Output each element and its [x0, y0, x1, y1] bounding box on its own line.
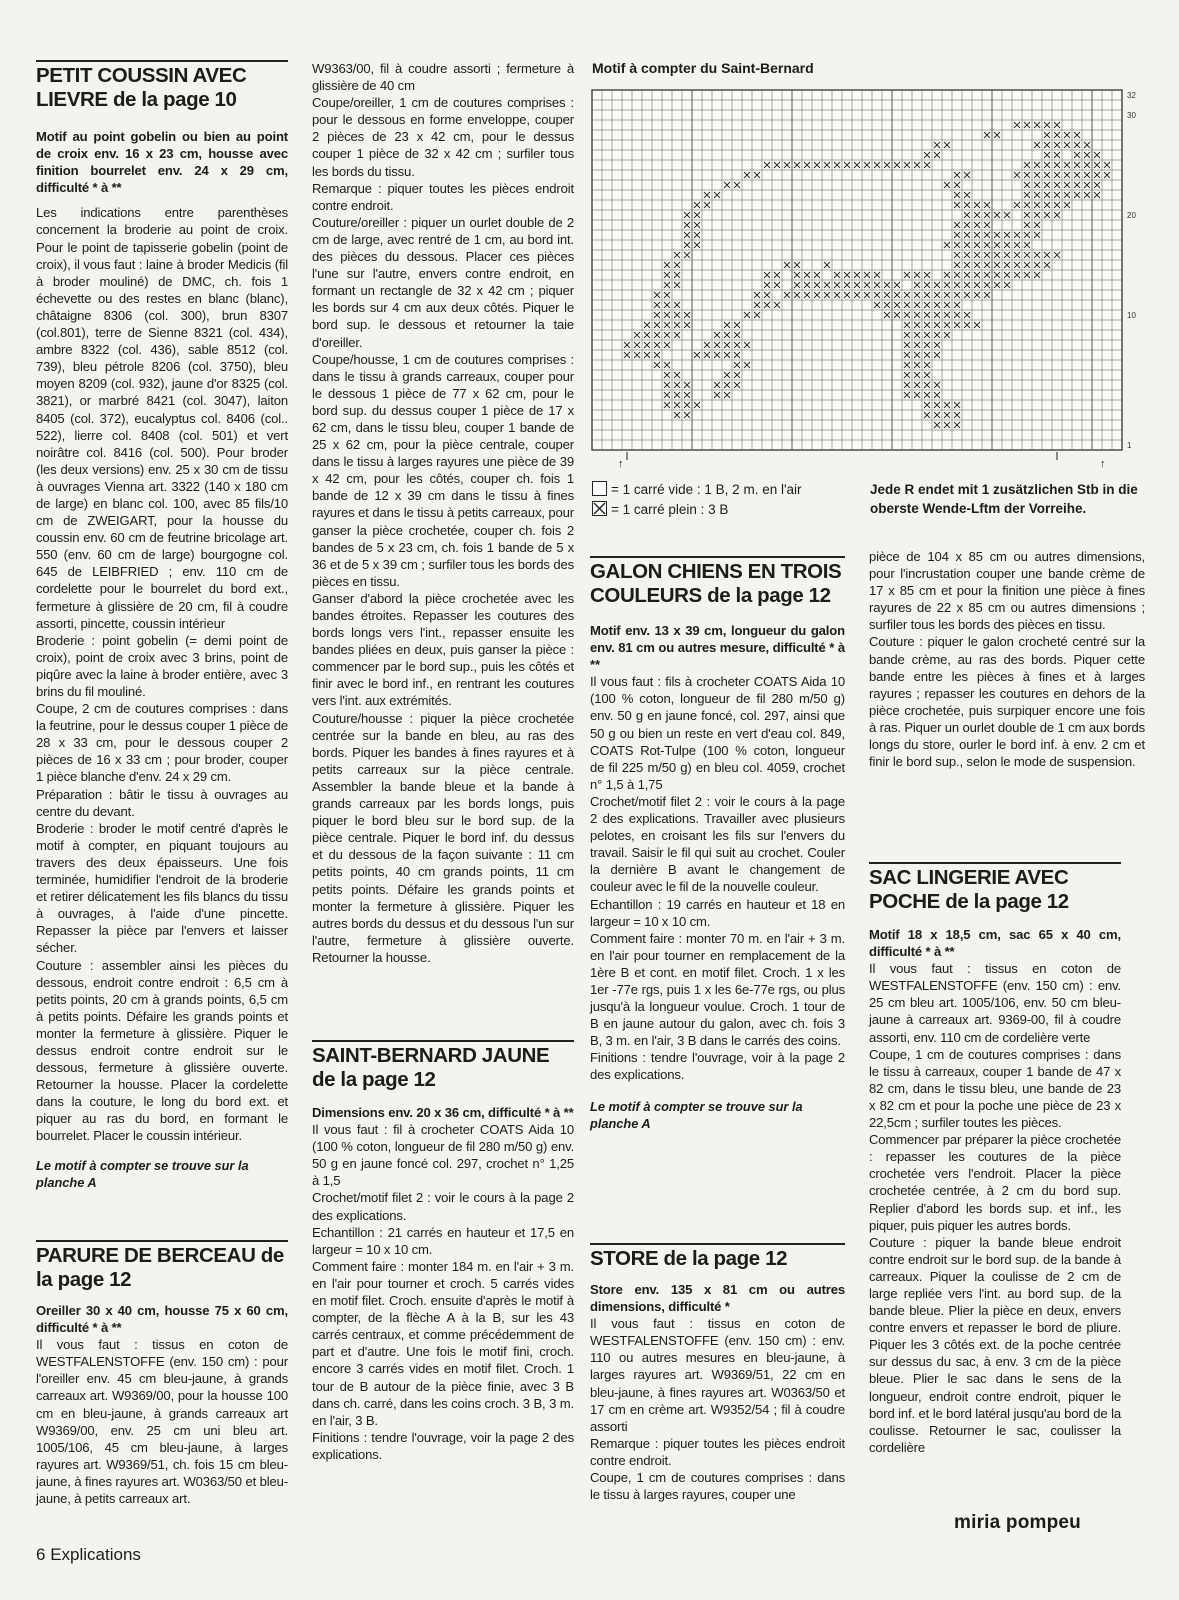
paragraph: Echantillon : 21 carrés en hauteur et 17,5 en largeur = 10 x 10 cm.	[312, 1224, 574, 1257]
title-line: GALON CHIENS EN TROIS	[590, 560, 842, 583]
intro-text: Oreiller 30 x 40 cm, housse 75 x 60 cm, difficulté * à **	[36, 1303, 288, 1336]
column-3-store	[590, 1243, 845, 1503]
intro-text: Store env. 135 x 81 cm ou autres dimensions, difficulté *	[590, 1282, 845, 1315]
paragraph: Crochet/motif filet 2 : voir le cours à la page 2 des explications. Travailler avec plusieurs pelotes, en croisant les fils sur l'envers du travail. Saisir le fil qui suit au crochet. Couler la dernière B avant le changement de couleur avec le fil de la nouvelle couleur.	[590, 793, 845, 895]
legend-label: = 1 carré plein : 3 B	[611, 502, 729, 517]
paragraph: Couture/housse : piquer la pièce crochetée centrée sur la bande en bleu, au ras des bords. Piquer les bandes à fines rayures et à petits carreaux sur la pièce centrale. Assembler la bande bleue et la bande à grands carreaux par les bords longs, puis piquer le bord bleu sur le bord sup. de la pièce centrale. Piquer le bord inf. du dessus et du dessous de la façon suivante : 11 cm petits points, 40 cm grands points, 11 cm petits points. Défaire les grands points et monter la fermeture à glissière. Piquer les autres bords du dessus et du dessous l'un sur l'autre, fermeture à glissière ouverte. Retourner la housse.	[312, 710, 574, 965]
page-number: 6	[36, 1545, 46, 1564]
paragraph: Couture : piquer la bande bleue endroit contre endroit sur le bord sup. de la bande à carreaux. Piquer la coulisse de 2 cm de large repliée vers l'int. au bord sup. de la bande bleue. Plier la pièce en deux, envers contre envers et repasser le bord de pliure. Piquer les 3 côtés ext. de la poche centrée sur dessus du sac, à env. 3 cm de la pièce bleue. Plier le sac dans le sens de la longueur, endroit contre endroit, piquer le bord inf. et le bord latéral jusqu'au bord de la coulisse. Retourner le sac, coulisser la cordelière	[869, 1234, 1121, 1455]
section-title: STORE de la page 12	[590, 1243, 845, 1271]
title-line: PETIT COUSSIN AVEC	[36, 64, 247, 87]
paragraph: Coupe/housse, 1 cm de coutures comprises : dans le tissu à grands carreaux, couper pour le dessous 1 pièce de 77 x 62 cm, pour le bord sup. du dessus couper 1 pièce de 17 x 62 cm, dans le tissu bleu, couper 1 bande de 25 x 62 cm, pour la pièce centrale, couper dans le tissu à larges rayures une pièce de 39 x 42 cm, pour les côtés, couper ch. fois 1 bande de 12 x 39 cm dans le tissu à fines rayures et dans le tissu à petits carreaux, pour ganser la pièce crochetée, couper ch. fois 2 bandes de 5 x 23 cm, ch. fois 1 bande de 5 x 36 et de 5 x 39 cm ; surfiler tous les bords des pièces en tissu.	[312, 351, 574, 589]
chart-title: Motif à compter du Saint-Bernard	[592, 60, 814, 76]
chart-legend	[592, 480, 802, 520]
section-title	[869, 862, 1121, 914]
title-line: de la page 12	[312, 1068, 436, 1091]
paragraph: Il vous faut : fils à crocheter COATS Aida 10 (100 % coton, longueur de fil 280 m/50 g) env. 50 g en jaune foncé, col. 297, ainsi que 50 g ou bien un reste en vert d'eau col. 849, COATS Rot-Tulpe (100 % coton, longueur de fil 225 m/50 g) en bleu col. 4059, crochet n° 1,5 à 1,75	[590, 674, 845, 792]
paragraph: Ganser d'abord la pièce crochetée avec les bandes étroites. Repasser les coutures des bords longs vers l'int., repasser ensuite les bandes pliées en deux, puis ganser la pièce : commencer par le bord sup., puis les côtés et finir avec le bord inf., en rentrant les coutures vers l'int. aux extrémités.	[312, 590, 574, 709]
paragraph: Finitions : tendre l'ouvrage, voir la page 2 des explications.	[312, 1429, 574, 1462]
paragraph: Coupe/oreiller, 1 cm de coutures comprises : pour le dessous en forme enveloppe, couper 2 pièces de 23 x 42 cm, pour le dessus couper 1 pièce de 32 x 42 cm ; surfiler tous les bords du tissu.	[312, 95, 574, 179]
paragraph: Il vous faut : tissus en coton de WESTFALENSTOFFE (env. 150 cm) : env. 25 cm bleu art. 1005/106, env. 50 cm bleu-jaune à carreaux art. 9369-00, fil à coudre assorti, env. 110 cm de cordelière verte	[869, 961, 1121, 1045]
column-4-sac	[869, 862, 1121, 1456]
legend-label: = 1 carré vide : 1 B, 2 m. en l'air	[611, 482, 802, 497]
paragraph: Il vous faut : tissus en coton de WESTFALENSTOFFE (env. 150 cm) : pour l'oreiller env. 45 cm bleu-jaune, à grands carreaux art. W9369/00, pour la housse 100 cm en bleu-jaune, à grands carreaux art W9369/00, env. 25 cm uni bleu art. 1005/106, 45 cm bleu-jaune, à larges rayures art. W9369/51, ch. fois 15 cm bleu-jaune, à fines rayures art. W0363/50 et bleu-jaune, à petits carreaux art.	[36, 1337, 288, 1507]
column-1-berceau	[36, 1240, 288, 1507]
paragraph: Coupe, 1 cm de coutures comprises : dans le tissu à carreaux, couper 1 bande de 47 x 82 cm, dans le tissu bleu, une bande de 23 x 82 cm et pour la poche une pièce de 23 x 22,5cm ; surfiler toutes les pièces.	[869, 1046, 1121, 1131]
paragraph: Remarque : piquer toutes les pièces endroit contre endroit.	[590, 1435, 845, 1468]
cross-square-icon	[592, 501, 607, 516]
column-2-saint-bernard	[312, 1040, 574, 1463]
legend-full	[592, 500, 802, 520]
section-title	[36, 60, 288, 112]
paragraph: pièce de 104 x 85 cm ou autres dimensions, pour l'incrustation couper une bande crème de 17 x 85 cm et pour la finition une pièce à fines rayures de 22 x 85 cm ou autres dimensions ; surfiler tous les bords des pièces en tissu.	[869, 549, 1145, 633]
paragraph: Broderie : point gobelin (= demi point de croix), point de croix avec 3 brins, point de piqûre avec la laine à broder entière, avec 3 brins du fil mouliné.	[36, 632, 288, 699]
row-label: 32	[1127, 91, 1136, 100]
paragraph: Crochet/motif filet 2 : voir le cours à la page 2 des explications.	[312, 1190, 574, 1223]
paragraph: Echantillon : 19 carrés en hauteur et 18 en largeur = 10 x 10 cm.	[590, 896, 845, 929]
paragraph: Les indications entre parenthèses concernent la broderie au point de croix. Pour le point de tapisserie gobelin (point de croix), il vous faut : laine à broder Medicis (fil à broder mouliné) de DMC, ch. fois 1 échevette ou des restes en blanc (blanc), châtaigne 8306 (col. 300), brun 8307 (col.801), terre de Sienne 8321 (col. 434), ambre 8322 (col. 436), sable 8512 (col. 739), bleu pétrole 8206 (col. 3750), bleu moyen 8209 (col. 932), jaune d'or 8325 (col. 3821), or marbré 8421 (col. 3047), laiton 8405 (col. 372), eucalyptus col. 8406 (col.. 522), lierre col. 8408 (col. 501) et vert noirâtre col. 8416 (col. 500). Pour broder (les deux versions) env. 25 x 30 cm de tissu à ouvrages Vienna art. 3322 (140 x 180 cm de large) en blanc col. 100, avec 85 fils/10 cm de ZWEIGART, pour la housse du coussin env. 60 cm de feutrine bricolage art. 550 (env. 60 cm de large) bourgogne col. 645 de LEIBFRIED ; env. 110 cm de cordelette pour le bourrelet du bord ext., fermeture à glissière de 20 cm, fil à coudre assorti, pincette, coussin intérieur	[36, 205, 288, 631]
intro-text: Motif 18 x 18,5 cm, sac 65 x 40 cm, difficulté * à **	[869, 927, 1121, 960]
paragraph: Broderie : broder le motif centré d'après le motif à compter, en piquant toujours au travers des deux épaisseurs. Une fois terminée, humidifier l'endroit de la broderie et retirer délicatement les fils blancs du tissu à ouvrages, à l'aide d'une pincette. Repasser la pièce par l'envers et laisser sécher.	[36, 820, 288, 956]
title-line: SAINT-BERNARD JAUNE	[312, 1044, 550, 1067]
section-title	[36, 1240, 288, 1292]
intro-text: Motif au point gobelin ou bien au point de croix env. 16 x 23 cm, housse avec finition bourrelet env. 24 x 29 cm, difficulté * à **	[36, 129, 288, 196]
title-line: COULEURS de la page 12	[590, 584, 831, 607]
title-line: POCHE de la page 12	[869, 890, 1069, 913]
legend-empty	[592, 480, 802, 500]
row-label: 10	[1127, 311, 1136, 320]
paragraph: Comment faire : monter 184 m. en l'air + 3 m. en l'air pour tourner et croch. 5 carrés vides en motif filet. Croch. ensuite d'après le motif à compter, de la flèche A à la B, sur les 43 carrés centraux, et comme précédemment de part et d'autre. Une fois le motif fini, croch. encore 3 carrés vides en motif filet. Croch. 1 tour de B autour de la pièce finie, avec 3 B dans ch. carré, dans les coins croch. 3 B, 3 m. en l'air, 3 B.	[312, 1258, 574, 1428]
arrow-left-icon: ↑	[618, 458, 624, 470]
paragraph: Couture/oreiller : piquer un ourlet double de 2 cm de large, avec rentré de 1 cm, au bord int. des pièces du dessous. Placer ces pièces l'une sur l'autre, envers contre endroit, en formant un rectangle de 32 x 42 cm ; piquer les bords sur 4 cm aux deux côtés. Piquer le bord sup. le dessous et retourner la taie d'oreiller.	[312, 214, 574, 350]
counting-chart	[590, 88, 1142, 465]
empty-square-icon	[592, 481, 607, 496]
note: Le motif à compter se trouve sur la planche A	[590, 1098, 803, 1131]
paragraph: Il vous faut : fil à crocheter COATS Aida 10 (100 % coton, longueur de fil 280 m/50 g) env. 50 g en jaune foncé col. 297, crochet n° 1,25 à 1,5	[312, 1122, 574, 1189]
page-footer	[36, 1545, 141, 1565]
paragraph: Comment faire : monter 70 m. en l'air + 3 m. en l'air pour tourner en remplacement de la 1ère B et cont. en motif filet. Croch. 1 x les 1er -77e rgs, puis 1 x les 6e-77e rgs, ou plus jusqu'à la longueur voulue. Croch. 1 tour de B en jaune autour du galon, avec ch. fois 3 B, 3 m. en l'air, 3 B dans le carrés des coins.	[590, 930, 845, 1049]
arrow-right-icon: ↑	[1100, 458, 1106, 470]
column-2	[312, 60, 574, 966]
paragraph: W9363/00, fil à coudre assorti ; fermeture à glissière de 40 cm	[312, 61, 574, 94]
title-line: la page 12	[36, 1268, 132, 1291]
paragraph: Remarque : piquer toutes les pièces endroit contre endroit.	[312, 180, 574, 213]
paragraph: Préparation : bâtir le tissu à ouvrages au centre du devant.	[36, 786, 288, 819]
column-3	[590, 556, 845, 1132]
paragraph: Finitions : tendre l'ouvrage, voir à la page 2 des explications.	[590, 1050, 845, 1083]
row-label: 30	[1127, 111, 1136, 120]
row-label: 20	[1127, 211, 1136, 220]
german-note: Jede R endet mit 1 zusätzlichen Stb in die oberste Wende-Lftm der Vorreihe.	[870, 482, 1138, 516]
paragraph: Il vous faut : tissus en coton de WESTFALENSTOFFE (env. 150 cm) : env. 110 ou autres mesures en bleu-jaune, à larges rayures art. W9369/51, 22 cm en bleu-jaune, à fines rayures art. W0363/50 et 17 cm en crème art. W9352/54 ; fil à coudre assorti	[590, 1316, 845, 1434]
section-name: Explications	[50, 1545, 141, 1564]
watermark-brand: miria pompeu	[954, 1512, 1081, 1533]
column-1	[36, 60, 288, 1191]
column-4	[869, 548, 1145, 770]
title-line: PARURE DE BERCEAU de	[36, 1244, 284, 1267]
paragraph: Couture : assembler ainsi les pièces du dessous, endroit contre endroit : 6,5 cm à petits points, 20 cm à grands points, 6,5 cm à petits points. Défaire les grands points et monter la fermeture à glissière. Piquer le dessus endroit contre endroit sur le dessous, fermeture à glissière ouverte. Retourner la housse. Placer la cordelette dans la couture, le long du bord ext. et piquer au ras du bord, en formant le bourrelet. Placer le coussin intérieur.	[36, 957, 288, 1144]
title-line: LIEVRE de la page 10	[36, 88, 237, 111]
note: Le motif à compter se trouve sur la planche A	[36, 1157, 249, 1190]
section-title	[312, 1040, 574, 1092]
title-line: SAC LINGERIE AVEC	[869, 866, 1069, 889]
row-label: 1	[1127, 441, 1132, 450]
chart-grid	[590, 88, 1142, 460]
section-title	[590, 556, 845, 608]
paragraph: Coupe, 2 cm de coutures comprises : dans la feutrine, pour le dessus couper 1 pièce de 28 x 33 cm, pour le dessous couper 2 pièces de 16 x 33 cm ; pour broder, couper 1 pièce blanche d'env. 24 x 29 cm.	[36, 701, 288, 785]
paragraph: Coupe, 1 cm de coutures comprises : dans le tissu à larges rayures, couper une	[590, 1470, 845, 1503]
paragraph: Commencer par préparer la pièce crochetée : repasser les coutures de la pièce crochetée vers l'endroit. Placer la pièce crochetée centrée, à 2 cm du bord sup. Replier d'abord les bords sup. et inf., les piquer, puis piquer les autres bords.	[869, 1132, 1121, 1233]
paragraph: Couture : piquer le galon crocheté centré sur la bande crème, au ras des bords. Piquer cette bande entre les pièces à fines et à larges rayures ; repasser les coutures en dehors de la pièce crochetée, puis surpiquer encore une fois à ras. Piquer un ourlet double de 1 cm aux bords longs du store, ourler le bord inf. à env. 2 cm et finir le bord sup., selon le mode de suspension.	[869, 634, 1145, 770]
intro-text: Dimensions env. 20 x 36 cm, difficulté * à **	[312, 1105, 574, 1120]
intro-text: Motif env. 13 x 39 cm, longueur du galon env. 81 cm ou autres mesure, difficulté * à **	[590, 623, 845, 673]
